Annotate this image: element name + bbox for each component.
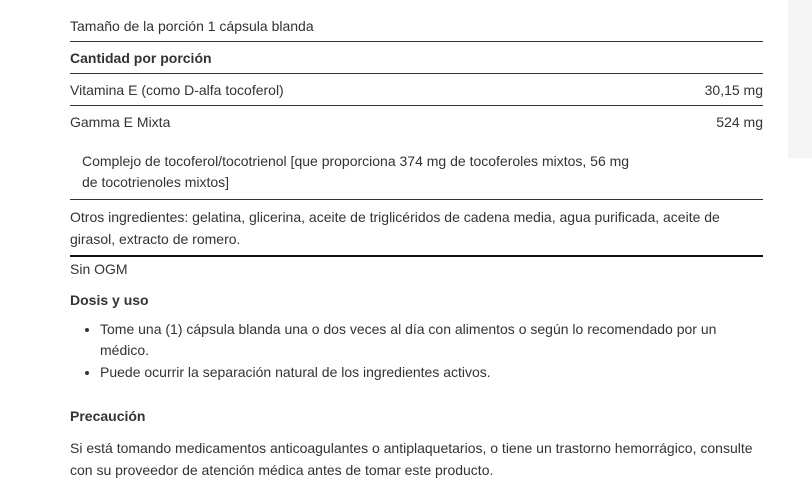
supplement-facts-table	[70, 10, 763, 200]
nutrient-amount: 524 mg	[716, 114, 763, 130]
caution-text: Si está tomando medicamentos anticoagulantes o antiplaquetarios, o tiene un trastorno hemorrágico, consulte con su proveedor de atención médica antes de tomar este producto.	[70, 440, 753, 478]
product-details	[70, 10, 763, 481]
nutrient-name: Gamma E Mixta	[70, 114, 171, 130]
scrollbar-track[interactable]	[788, 0, 812, 158]
dosage-item: • Tome una (1) cápsula blanda una o dos veces al día con alimentos o según lo recomendado por un médico.	[100, 319, 763, 361]
amount-per-serving-header: Cantidad por porción	[70, 42, 763, 74]
serving-size: Tamaño de la porción 1 cápsula blanda	[70, 10, 763, 42]
no-gmo-label: Sin OGM	[70, 261, 128, 277]
sub-ingredient-text: Complejo de tocoferol/tocotrienol [que proporciona 374 mg de tocoferoles mixtos, 56 mg de tocotrienoles mixtos]	[82, 153, 630, 190]
dosage-list	[70, 319, 763, 383]
dosage-title: Dosis y uso	[70, 292, 149, 308]
caution-title: Precaución	[70, 408, 146, 424]
nutrient-row	[70, 74, 763, 106]
nutrient-amount: 30,15 mg	[704, 82, 763, 98]
nutrient-name: Vitamina E (como D-alfa tocoferol)	[70, 82, 284, 98]
sub-ingredient-row	[70, 137, 763, 200]
dosage-item: • Puede ocurrir la separación natural de los ingredientes activos.	[100, 362, 763, 383]
other-ingredients: Otros ingredientes: gelatina, glicerina, aceite de triglicéridos de cadena media, agua purificada, aceite de girasol, extracto de romero.	[70, 200, 763, 257]
nutrient-row	[70, 106, 763, 137]
